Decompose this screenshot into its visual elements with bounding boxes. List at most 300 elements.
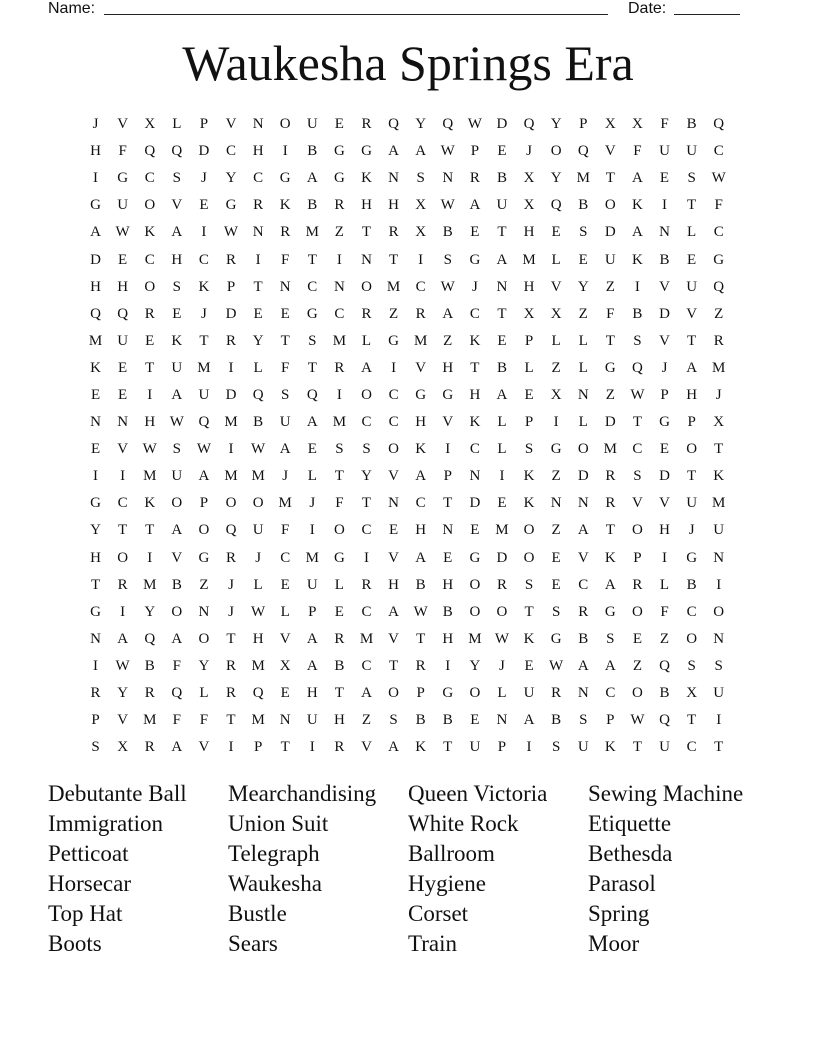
grid-letter: A — [632, 224, 643, 241]
grid-letter: N — [333, 278, 345, 295]
grid-letter: I — [228, 359, 234, 376]
grid-letter: O — [225, 495, 237, 512]
grid-letter: O — [604, 197, 616, 214]
grid-letter: G — [604, 359, 616, 376]
grid-letter: U — [604, 251, 616, 268]
grid-letter: T — [145, 359, 155, 376]
grid-letter: H — [90, 549, 101, 566]
grid-letter: C — [388, 386, 399, 403]
grid-letter: O — [198, 522, 210, 539]
grid-letter: E — [443, 549, 453, 566]
grid-letter: C — [361, 414, 372, 431]
grid-letter: E — [90, 386, 101, 403]
grid-letter: N — [90, 414, 101, 431]
grid-letter: I — [716, 576, 722, 593]
grid-letter: T — [361, 224, 372, 241]
grid-letter: B — [334, 657, 345, 674]
grid-letter: F — [281, 522, 290, 539]
grid-letter: Y — [550, 170, 562, 187]
grid-letter: U — [117, 332, 129, 349]
grid-letter: N — [496, 712, 508, 729]
grid-letter: J — [201, 305, 207, 322]
grid-letter: S — [524, 576, 534, 593]
header — [48, 0, 748, 20]
grid-letter: F — [172, 657, 181, 674]
grid-letter: H — [442, 359, 454, 376]
grid-letter: N — [469, 468, 481, 485]
grid-letter: C — [469, 441, 480, 458]
grid-letter: L — [253, 359, 263, 376]
grid-letter: H — [442, 576, 454, 593]
word-bank-item: Train — [408, 931, 457, 956]
grid-letter: M — [251, 657, 265, 674]
grid-letter: M — [495, 522, 509, 539]
grid-letter: T — [334, 685, 344, 702]
grid-letter: Q — [171, 143, 183, 160]
grid-letter: D — [198, 143, 210, 160]
grid-letter: L — [551, 251, 561, 268]
grid-letter: O — [361, 386, 372, 403]
grid-letter: H — [144, 414, 156, 431]
grid-letter: H — [523, 278, 535, 295]
grid-letter: Q — [198, 414, 210, 431]
grid-letter: P — [524, 332, 534, 349]
grid-letter: M — [332, 332, 347, 349]
grid-letter: W — [251, 603, 266, 620]
grid-letter: G — [442, 685, 454, 702]
grid-letter: T — [118, 522, 128, 539]
grid-letter: F — [335, 495, 344, 512]
grid-letter: U — [306, 576, 318, 593]
grid-letter: B — [171, 576, 182, 593]
grid-letter: A — [171, 630, 183, 647]
grid-letter: U — [171, 359, 183, 376]
grid-letter: A — [415, 549, 427, 566]
grid-letter: S — [579, 712, 588, 729]
grid-letter: R — [578, 603, 589, 620]
grid-letter: C — [253, 170, 264, 187]
grid-letter: C — [686, 739, 697, 756]
grid-letter: K — [632, 197, 643, 214]
grid-letter: M — [712, 495, 726, 512]
grid-letter: S — [443, 251, 452, 268]
grid-letter: Y — [90, 522, 101, 539]
grid-letter: Y — [577, 278, 589, 295]
grid-letter: G — [686, 549, 698, 566]
grid-letter: N — [442, 170, 454, 187]
grid-letter: Q — [523, 116, 535, 133]
grid-letter: T — [226, 630, 236, 647]
grid-letter: M — [305, 224, 319, 241]
grid-letter: O — [632, 522, 643, 539]
grid-letter: C — [632, 441, 643, 458]
grid-letter: Z — [578, 305, 588, 322]
grid-letter: R — [388, 224, 399, 241]
grid-letter: U — [306, 712, 318, 729]
grid-letter: W — [196, 441, 211, 458]
grid-letter: A — [388, 603, 399, 620]
grid-letter: C — [686, 603, 697, 620]
name-input-line[interactable] — [104, 14, 608, 15]
grid-letter: M — [143, 576, 157, 593]
grid-letter: E — [90, 441, 101, 458]
grid-letter: M — [224, 414, 238, 431]
grid-letter: W — [549, 657, 564, 674]
grid-letter: T — [280, 332, 290, 349]
grid-letter: H — [171, 251, 183, 268]
grid-letter: J — [255, 549, 262, 566]
grid-letter: P — [470, 143, 480, 160]
grid-letter: K — [469, 414, 481, 431]
grid-letter: E — [388, 522, 399, 539]
grid-letter: Z — [443, 332, 453, 349]
grid-letter: F — [660, 116, 669, 133]
grid-letter: A — [604, 576, 616, 593]
grid-letter: I — [120, 468, 126, 485]
grid-letter: H — [415, 414, 427, 431]
grid-letter: X — [632, 116, 643, 133]
grid-letter: F — [172, 712, 181, 729]
grid-letter: K — [604, 549, 616, 566]
grid-letter: E — [551, 576, 561, 593]
grid-letter: U — [117, 197, 129, 214]
grid-letter: M — [359, 630, 374, 647]
grid-letter: W — [251, 441, 266, 458]
grid-letter: X — [144, 116, 156, 133]
date-input-line[interactable] — [674, 14, 740, 15]
grid-letter: T — [388, 251, 399, 268]
grid-letter: M — [712, 359, 726, 376]
grid-letter: Y — [550, 116, 562, 133]
grid-letter: O — [469, 685, 481, 702]
grid-letter: A — [171, 739, 183, 756]
grid-letter: I — [120, 603, 126, 620]
grid-letter: Y — [144, 603, 156, 620]
grid-letter: I — [309, 739, 315, 756]
grid-letter: E — [470, 712, 480, 729]
grid-letter: P — [660, 386, 669, 403]
grid-letter: P — [497, 739, 507, 756]
grid-letter: C — [361, 522, 372, 539]
grid-letter: B — [551, 712, 562, 729]
grid-letter: O — [144, 197, 156, 214]
grid-letter: U — [686, 495, 698, 512]
grid-letter: I — [445, 441, 451, 458]
grid-letter: L — [253, 576, 263, 593]
grid-letter: J — [661, 359, 668, 376]
grid-letter: P — [524, 414, 534, 431]
word-bank-item: Queen Victoria — [408, 781, 548, 806]
grid-letter: V — [279, 630, 291, 647]
grid-letter: U — [279, 414, 291, 431]
grid-letter: U — [659, 739, 670, 756]
grid-letter: Y — [361, 468, 372, 485]
grid-letter: R — [226, 332, 237, 349]
grid-letter: I — [309, 522, 315, 539]
grid-letter: G — [117, 170, 129, 187]
grid-letter: E — [470, 522, 480, 539]
grid-letter: C — [280, 549, 291, 566]
grid-letter: P — [687, 414, 696, 431]
word-bank-item: Union Suit — [228, 811, 329, 836]
grid-letter: E — [280, 305, 290, 322]
grid-letter: U — [686, 143, 698, 160]
word-bank-item: Sears — [228, 931, 278, 956]
grid-letter: D — [659, 468, 670, 485]
grid-letter: Q — [659, 657, 670, 674]
grid-letter: Y — [117, 685, 129, 702]
grid-letter: L — [497, 414, 507, 431]
date-label: Date: — [628, 0, 667, 17]
grid-letter: H — [252, 630, 264, 647]
grid-letter: T — [334, 468, 344, 485]
grid-letter: L — [280, 603, 290, 620]
grid-letter: D — [90, 251, 101, 268]
grid-letter: O — [171, 603, 183, 620]
grid-letter: X — [523, 170, 535, 187]
grid-letter: G — [550, 441, 562, 458]
grid-letter: C — [144, 170, 155, 187]
grid-letter: F — [714, 197, 723, 214]
grid-letter: B — [415, 576, 426, 593]
grid-letter: I — [93, 170, 99, 187]
grid-letter: H — [333, 712, 345, 729]
grid-letter: C — [578, 576, 589, 593]
grid-letter: E — [470, 224, 480, 241]
grid-letter: O — [279, 116, 291, 133]
grid-letter: I — [499, 468, 505, 485]
grid-letter: K — [90, 359, 101, 376]
grid-letter: S — [551, 739, 561, 756]
grid-letter: O — [117, 549, 129, 566]
grid-letter: R — [605, 468, 616, 485]
grid-letter: T — [687, 197, 697, 214]
grid-letter: C — [334, 305, 345, 322]
grid-letter: C — [361, 603, 372, 620]
grid-letter: S — [172, 170, 181, 187]
grid-letter: S — [91, 739, 100, 756]
grid-letter: K — [523, 468, 535, 485]
grid-letter: E — [551, 224, 561, 241]
grid-letter: V — [577, 549, 589, 566]
grid-letter: Q — [659, 712, 670, 729]
grid-letter: O — [144, 278, 156, 295]
grid-letter: K — [361, 170, 372, 187]
grid-letter: S — [687, 170, 696, 187]
word-bank-item: Mearchandising — [228, 781, 377, 806]
grid-letter: I — [93, 657, 99, 674]
grid-letter: H — [659, 522, 670, 539]
grid-letter: Q — [144, 630, 156, 647]
grid-letter: O — [198, 630, 210, 647]
word-bank-item: Bethesda — [588, 841, 673, 866]
word-bank-item: Ballroom — [408, 841, 495, 866]
grid-letter: N — [198, 603, 210, 620]
grid-letter: T — [307, 251, 317, 268]
grid-letter: F — [633, 143, 642, 160]
grid-letter: A — [306, 170, 318, 187]
grid-letter: Z — [551, 522, 561, 539]
grid-letter: E — [524, 386, 534, 403]
grid-letter: E — [199, 197, 209, 214]
grid-letter: L — [497, 441, 507, 458]
grid-letter: E — [118, 251, 128, 268]
grid-letter: P — [253, 739, 263, 756]
grid-letter: V — [198, 739, 210, 756]
grid-letter: H — [252, 143, 264, 160]
grid-letter: O — [550, 143, 562, 160]
grid-letter: R — [144, 685, 155, 702]
grid-letter: B — [578, 197, 589, 214]
grid-letter: R — [90, 685, 101, 702]
grid-letter: I — [363, 549, 369, 566]
grid-letter: K — [632, 251, 643, 268]
grid-letter: H — [306, 685, 318, 702]
grid-letter: G — [333, 170, 345, 187]
grid-letter: E — [118, 359, 128, 376]
grid-letter: B — [686, 576, 697, 593]
grid-letter: E — [172, 305, 182, 322]
grid-letter: E — [253, 305, 263, 322]
grid-letter: V — [686, 305, 698, 322]
grid-letter: B — [144, 657, 155, 674]
grid-letter: R — [496, 576, 507, 593]
word-bank-item: Debutante Ball — [48, 781, 187, 806]
grid-letter: H — [90, 143, 101, 160]
grid-letter: T — [714, 441, 724, 458]
grid-letter: R — [117, 576, 128, 593]
grid-letter: D — [496, 116, 508, 133]
word-bank-item: Immigration — [48, 811, 163, 836]
grid-letter: A — [117, 630, 129, 647]
grid-letter: W — [169, 414, 184, 431]
grid-letter: Q — [171, 685, 183, 702]
grid-letter: I — [282, 143, 288, 160]
grid-letter: S — [308, 332, 317, 349]
grid-letter: H — [117, 278, 129, 295]
grid-letter: O — [252, 495, 264, 512]
grid-letter: A — [632, 170, 643, 187]
word-bank-item: Corset — [408, 901, 469, 926]
grid-letter: Q — [388, 116, 399, 133]
grid-letter: K — [469, 332, 481, 349]
grid-letter: T — [199, 332, 209, 349]
grid-letter: T — [416, 630, 426, 647]
grid-letter: F — [660, 603, 669, 620]
grid-letter: R — [415, 657, 426, 674]
grid-letter: W — [711, 170, 726, 187]
grid-letter: V — [415, 359, 427, 376]
grid-letter: C — [415, 495, 426, 512]
grid-letter: J — [499, 657, 505, 674]
word-bank-item: Etiquette — [588, 811, 672, 836]
grid-letter: X — [713, 414, 725, 431]
grid-letter: E — [334, 116, 344, 133]
grid-letter: M — [197, 359, 211, 376]
grid-letter: I — [716, 712, 722, 729]
grid-letter: R — [469, 170, 480, 187]
grid-letter: C — [713, 143, 724, 160]
grid-letter: N — [442, 522, 454, 539]
grid-letter: E — [307, 441, 317, 458]
grid-letter: E — [497, 332, 507, 349]
grid-letter: X — [523, 197, 535, 214]
grid-letter: L — [172, 116, 182, 133]
word-bank-item: Horsecar — [48, 871, 132, 896]
grid-letter: T — [145, 522, 155, 539]
grid-letter: T — [632, 739, 642, 756]
grid-letter: F — [199, 712, 209, 729]
grid-letter: L — [659, 576, 670, 593]
grid-letter: I — [147, 386, 153, 403]
grid-letter: S — [524, 441, 534, 458]
grid-letter: A — [388, 739, 399, 756]
grid-letter: T — [361, 495, 372, 512]
grid-letter: Z — [388, 305, 399, 322]
grid-letter: E — [497, 143, 507, 160]
grid-letter: B — [686, 116, 697, 133]
grid-letter: B — [307, 143, 318, 160]
grid-letter: G — [279, 170, 291, 187]
grid-letter: L — [307, 468, 317, 485]
grid-letter: E — [632, 630, 642, 647]
grid-letter: K — [523, 630, 535, 647]
grid-letter: U — [306, 116, 318, 133]
word-bank-item: Hygiene — [408, 871, 486, 896]
grid-letter: T — [307, 359, 317, 376]
grid-letter: S — [687, 657, 696, 674]
grid-letter: R — [226, 251, 237, 268]
grid-letter: G — [333, 549, 345, 566]
word-bank-item: Top Hat — [48, 901, 123, 926]
grid-letter: M — [468, 630, 482, 647]
grid-letter: D — [577, 468, 589, 485]
grid-letter: V — [659, 332, 670, 349]
grid-letter: C — [415, 278, 426, 295]
grid-letter: A — [415, 143, 427, 160]
grid-letter: J — [92, 116, 99, 133]
grid-letter: G — [225, 197, 237, 214]
word-bank-item: Parasol — [588, 871, 656, 896]
word-bank-item: White Rock — [408, 811, 519, 836]
grid-letter: E — [145, 332, 155, 349]
grid-letter: E — [578, 251, 588, 268]
grid-letter: T — [605, 170, 615, 187]
grid-letter: M — [251, 712, 265, 729]
grid-letter: T — [687, 712, 697, 729]
grid-letter: W — [223, 224, 239, 241]
grid-letter: A — [198, 468, 210, 485]
grid-letter: U — [496, 197, 508, 214]
grid-letter: K — [279, 197, 291, 214]
grid-letter: Q — [252, 386, 264, 403]
grid-letter: Y — [198, 657, 210, 674]
grid-letter: C — [388, 414, 399, 431]
grid-letter: N — [659, 224, 670, 241]
grid-letter: B — [442, 224, 453, 241]
grid-letter: J — [282, 468, 289, 485]
page-title: Waukesha Springs Era — [182, 35, 634, 91]
grid-letter: N — [279, 278, 291, 295]
grid-letter: Z — [659, 630, 670, 647]
grid-letter: V — [388, 549, 399, 566]
grid-letter: R — [334, 739, 345, 756]
grid-letter: H — [686, 386, 698, 403]
grid-letter: S — [172, 441, 181, 458]
grid-letter: V — [632, 495, 643, 512]
grid-letter: E — [551, 549, 561, 566]
grid-letter: I — [662, 197, 668, 214]
